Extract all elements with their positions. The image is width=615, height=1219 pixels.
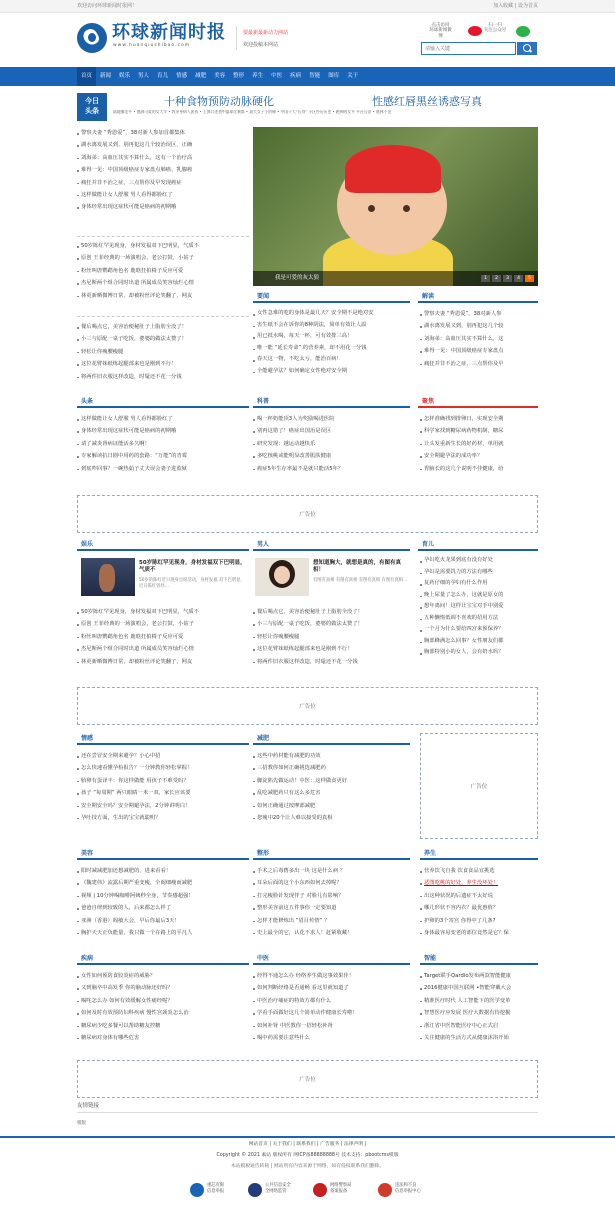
list-item[interactable]: 怎么快速看懂孕检报告？一分钟教你轻松掌握！ [77, 762, 249, 774]
divider [77, 316, 249, 317]
slider-page-button[interactable]: 2 [492, 275, 501, 282]
list-item[interactable]: 喝一杯奶能顶3人为奖励喝进医院 [253, 413, 410, 425]
list-item[interactable]: 到底咋回事？一碗热茹子丈夫误会妻子进监狱 [77, 463, 249, 475]
ad-label: 广告位 [299, 1077, 316, 1083]
top-news-list-1 [77, 127, 249, 214]
list-item[interactable]: 将两件旧衣服这样改造，时髦还不花一分钱 [77, 371, 249, 383]
logo-icon[interactable] [77, 23, 107, 53]
list-item[interactable]: 孩子 “每周期” 两只眼睛一米一双，家长应该要 [77, 787, 249, 799]
list-item[interactable]: 视频 | 10分钟喝咖啡阿姨秒全身，节奏感超强！ [77, 890, 249, 902]
list-item[interactable]: 糖尿病对身体有哪些危害 [77, 1032, 249, 1044]
nav-item[interactable]: 整形 [233, 73, 245, 79]
list-item[interactable]: 唯一能 “延长寿命” 的营养素，却不用花一分钱 [253, 343, 410, 355]
slider-pagination [481, 275, 534, 282]
list-item[interactable]: 糖尿病少吃多餐可以帮助糖友控糖 [77, 1020, 249, 1032]
header-divider [236, 26, 237, 50]
section-zhengxing-header [253, 848, 410, 860]
list-item[interactable]: 关注健康的生活方式从健康沐浴开始 [420, 1032, 538, 1044]
section-zhineng-title[interactable]: 智能 [424, 955, 437, 962]
list-item[interactable]: 科学家找到糖尿病药物机制，糖尿 [420, 425, 538, 437]
list-item[interactable]: 这位花臂妹纸练起腿部来也是刚到不行！ [77, 358, 249, 370]
list-item[interactable]: 请了减炎肾病证能活多久啊！ [77, 438, 249, 450]
list-item[interactable]: 餐后喝点它，美容治便秘肚子上脂肪全没了！ [77, 321, 249, 333]
list-item[interactable]: 乱吃减肥药只有这么多危害 [253, 787, 410, 799]
section-jibing-header [77, 953, 249, 965]
section-yaowen-title[interactable]: 要闻 [257, 293, 270, 300]
list-item[interactable]: 三招教你如何正确挑选减肥药 [253, 762, 410, 774]
list-item[interactable]: 爸爸自律到较致的人，后来都怎么样了 [77, 902, 249, 914]
ad-label: 广告位 [299, 512, 316, 518]
list-item[interactable]: 安全期安全吗？安全期避孕法，2分钟讲明白！ [77, 800, 249, 812]
toutiao-list [77, 413, 249, 475]
slogan-secondary: 欢迎投稿本网站 [243, 42, 279, 48]
list-item[interactable]: 史上最全的它，认花不求人！赶紧收藏！ [253, 927, 410, 939]
list-item[interactable]: 50岁陈红罕见现身，身材发福双下巴明显，气质不 [77, 240, 249, 252]
badge-text: 违法和不良 信息举报中心 [395, 1183, 421, 1194]
yangsheng-list [420, 865, 538, 939]
nav-item[interactable]: 关于 [347, 73, 359, 79]
section-yule-header [77, 539, 249, 551]
nav-item[interactable]: 养生 [252, 73, 264, 79]
list-item[interactable]: 刘海弟：高血压其实不算什么，这有一个治疗高 [77, 152, 249, 164]
list-item[interactable]: 身体最容易变老的部位竟然是它？保 [420, 927, 538, 939]
today-headline-badge: 今日 头条 [77, 93, 107, 121]
section-yaowen-header [253, 291, 410, 303]
nanren-feature-title[interactable]: 想知道胸大，就想是真的，有图有真相！ [313, 560, 402, 573]
ad-label: 广告位 [299, 704, 316, 710]
image-slider[interactable] [253, 127, 538, 286]
list-item[interactable]: 中医治疗痛症的特效方都有什么 [253, 995, 410, 1007]
list-item[interactable]: 出这种状况的后遗症不太好说 [420, 890, 538, 902]
list-item[interactable]: 复药仔细的孕妇有什么作用 [420, 578, 538, 590]
zhengxing-list [253, 865, 410, 939]
section-zhineng-header [420, 953, 538, 965]
list-item[interactable]: 杰尼斯两个组合同时出道 所属成员笑容灿烂心情 [77, 277, 249, 289]
list-item[interactable]: 让头发重新生长的好药材，单用就 [420, 438, 538, 450]
top-strip [0, 0, 615, 13]
list-item[interactable]: 胸护天天正负能量，我只做一个在路上的平凡人 [77, 927, 249, 939]
list-item[interactable]: 轻松让你瘦腰瘦腿 [77, 346, 249, 358]
slide-photo-eye [368, 205, 375, 212]
list-item[interactable]: 林更新晒微博日常，却被粉丝评论笑翻了，网友 [77, 290, 249, 302]
list-item[interactable]: 手术之后毒舊多出一块 这是什么病 ？ [253, 865, 410, 877]
weixin-label[interactable]: 扫一扫 关注公众号 [483, 23, 507, 34]
list-item[interactable]: 如何判断经络是否通畅 看这里就知道了 [253, 982, 410, 994]
list-item[interactable]: 晚上尿量了怎么办，这就是原女的 [420, 590, 538, 602]
nanren-feature-image[interactable] [255, 558, 309, 596]
list-item[interactable]: 您瘦中20个让人难以接受的真相 [253, 812, 410, 824]
meirong-list [77, 865, 249, 939]
add-favorite-link[interactable]: 加入收藏 [493, 3, 514, 9]
nav-item[interactable]: 疾病 [290, 73, 302, 79]
footer-badge-police[interactable] [313, 1181, 363, 1199]
welcome-text: 欢迎访问环球新闻时报网！ [77, 3, 138, 9]
slide-photo-eye [403, 205, 410, 212]
section-toutiao-header [77, 396, 249, 408]
list-item[interactable]: 别再这错了！癌症出国治是误区 [253, 425, 410, 437]
jujiao-list [420, 413, 538, 475]
nav-item[interactable]: 娱乐 [119, 73, 131, 79]
nav-item[interactable]: 减肥 [195, 73, 207, 79]
yule-feature-image[interactable] [81, 558, 135, 596]
yuer-list [420, 555, 538, 659]
section-keji-title[interactable]: 科普 [257, 398, 270, 405]
list-item[interactable]: 原创 王菲经典的一场演唱会，老公打鼓，小姑子 [77, 618, 249, 630]
police-badge-icon [313, 1183, 327, 1197]
headline-primary[interactable]: 十种食物预防动脉硬化 [164, 95, 274, 108]
list-item[interactable]: 粉丝叫唐鹦鹉角色名 鹿晗狂拍椅子反应可爱 [77, 265, 249, 277]
list-item[interactable]: 湖水离发展又到，别再犯这几个较 [420, 320, 538, 332]
list-item[interactable]: 打完瘦脸针发现伴子 对脸儿有影响？ [253, 890, 410, 902]
nav-list [77, 67, 362, 86]
search-input[interactable] [421, 42, 516, 55]
list-item[interactable]: 哪儿形状不容内衣？最优惠值？ [420, 902, 538, 914]
nav-item[interactable]: 首页 [77, 67, 96, 86]
ad-slot[interactable] [77, 687, 538, 725]
slide-photo-hat [345, 145, 441, 193]
list-item[interactable]: 小三与原配一桌子吃饭，婆婆的做法太赞了！ [77, 333, 249, 345]
list-item[interactable]: 身体经常出现这症状可能是癌病的初期哦 [77, 425, 249, 437]
list-item[interactable]: 全能避孕法？如何确定女性绝对安全期 [253, 366, 410, 378]
section-meirong-title[interactable]: 美容 [81, 850, 94, 857]
set-homepage-link[interactable]: 设为首页 [517, 3, 538, 9]
list-item[interactable]: 护卵的3个寄宫 你得中了几条? [420, 915, 538, 927]
nav-item[interactable]: 美容 [214, 73, 226, 79]
section-meirong-header [77, 848, 249, 860]
list-item[interactable]: 学看手面做好这几个简单动作健康长寿啦！ [253, 1007, 410, 1019]
slider-page-button[interactable]: 3 [503, 275, 512, 282]
list-item[interactable]: 怎样才能修炼出 “眉目传情” ？ [253, 915, 410, 927]
nav-item[interactable]: 中医 [271, 73, 283, 79]
list-item[interactable]: 安全期避孕法的成功率？ [420, 450, 538, 462]
list-item[interactable]: 轻松让你瘦腰瘦腿 [253, 631, 410, 643]
badge-text: 网络警察局 备案报备 [330, 1183, 352, 1194]
nav-item[interactable]: 新闻 [100, 73, 112, 79]
list-item[interactable]: 喝咤怎么办 如何有效缓解女性痛经呢？ [77, 995, 249, 1007]
section-yangsheng-title[interactable]: 养生 [424, 850, 437, 857]
list-item[interactable]: 50岁陈红罕见现身，身材发福双下巴明显，气质不 [77, 606, 249, 618]
list-item[interactable]: 胸部蜂满怎么回事？女性朋友们都 [420, 636, 538, 648]
list-item[interactable]: 专家解读抗日剧中用药的套路：“万能”的青霉 [77, 450, 249, 462]
list-item[interactable]: 胃脑长的这几个说明不佳健康，给 [420, 463, 538, 475]
list-item[interactable]: 又到脑卒中高发季 你的脑动脉还好吗？ [77, 982, 249, 994]
list-item[interactable]: 难得一见：中国顶级癌症专家盘点 [420, 345, 538, 357]
list-item[interactable]: 女性急难的吃的身体是最几天？安全期不是绝对安 [253, 308, 410, 320]
search-icon[interactable] [517, 42, 537, 55]
list-item[interactable]: 这样做能让女人舒服 男人看得都脸红了 [77, 413, 249, 425]
section-jujiao-title[interactable]: 聚焦 [422, 398, 435, 405]
weibo-icon[interactable] [468, 26, 482, 36]
list-item[interactable]: 2016健康中国互联网 •智能穿戴大会 [420, 982, 538, 994]
list-item[interactable]: 餐后喝点它，美容治便秘肚子上脂肪全没了！ [253, 606, 410, 618]
badge-text: 公共信息安全 全网络监管 [265, 1183, 291, 1194]
list-item[interactable]: 将两件旧衣服这样改造，时髦还不花一分钱 [253, 656, 410, 668]
list-item[interactable]: 耳朵后面的这个小东西如何去掉呢？ [253, 877, 410, 889]
logo-title[interactable]: 环球新闻时报 [112, 22, 226, 43]
list-item[interactable]: 研究发现：越运动越快乐 [253, 438, 410, 450]
list-item[interactable]: 原创 王菲经典的一场演唱会，老公打鼓，小姑子 [77, 252, 249, 264]
footer-badge-security[interactable] [248, 1181, 303, 1199]
list-item[interactable]: 精准医疗时代 人工智能下的医学变革 [420, 995, 538, 1007]
section-jianfei-header [253, 733, 410, 745]
logo-url: www.huanqiushibao.com [113, 43, 191, 48]
list-item[interactable]: 警察夫妻 “秀恩爱”，38对新人参加首都集体 [77, 127, 249, 139]
list-item[interactable]: 用已抵水喝，每天一杯，可有效排三高！ [253, 331, 410, 343]
section-nanren-title[interactable]: 男人 [257, 541, 270, 548]
list-item[interactable]: 粉丝叫唐鹦鹉角色名 鹿晗狂拍椅子反应可爱 [77, 631, 249, 643]
slider-caption[interactable]: 我是可爱的灰太狼 [253, 271, 538, 286]
nav-item[interactable]: 智能 [309, 73, 321, 79]
list-item[interactable]: 林更新晒微博日常，却被粉丝评论笑翻了，网友 [77, 656, 249, 668]
list-item[interactable]: 浙江省中医智能医疗中心正式启 [420, 1020, 538, 1032]
list-item[interactable]: 身体经常出现这症状可能是癌病的初期哦 [77, 201, 249, 213]
list-item[interactable]: 刘海弟：高血压其实不算什么，这 [420, 333, 538, 345]
qinggan-list [77, 750, 249, 824]
section-jiedu-title[interactable]: 解读 [422, 293, 435, 300]
wechat-icon[interactable] [516, 26, 530, 37]
section-jujiao-header [418, 396, 538, 408]
yaowen-list [253, 308, 410, 377]
top-links: 加入收藏 | 设为首页 [493, 3, 538, 9]
section-zhongyi-header [253, 953, 410, 965]
list-item[interactable]: 女性如何预防食胶炎症的威胁？ [77, 970, 249, 982]
list-item[interactable]: 多吃核桃或能明显改善肌肤健康 [253, 450, 410, 462]
weibo-label[interactable]: 点击访问 环球新闻微博 [429, 23, 452, 39]
jianfei-list [253, 750, 410, 824]
list-item[interactable]: 难得一见：中国顶级癌症专家盘点肺癌、乳腺癌 [77, 164, 249, 176]
list-item[interactable]: 这样做能让女人舒服 男人看得都脸红了 [77, 189, 249, 201]
jibing-list [77, 970, 249, 1044]
list-item[interactable]: Target联手Qardio发布两款智能健康 [420, 970, 538, 982]
list-item[interactable]: 春天这一物，不吃太亏，能治百病！ [253, 354, 410, 366]
list-item[interactable]: 如何及时有效预防妇科疾病 慢性宫颈炎怎么治 [77, 1007, 249, 1019]
list-item[interactable]: 营养饮飞自我 饮食食品宜挑选 [420, 865, 538, 877]
list-item[interactable]: 还在尝冒安全期来避孕？小心中招 [77, 750, 249, 762]
list-item[interactable]: 如何补肾 中医教你一招轻松补肾 [253, 1020, 410, 1032]
yule-feature-title[interactable]: 50岁陈红罕见现身，身材发福双下巴明显，气质不 [139, 560, 246, 573]
section-toutiao-title[interactable]: 头条 [81, 398, 94, 405]
footer-badge-report[interactable] [190, 1181, 240, 1199]
section-keji-header [253, 396, 410, 408]
list-item[interactable]: 这些中药材能有减肥的功效 [253, 750, 410, 762]
top-news-list-2 [77, 240, 249, 302]
section-qinggan-title[interactable]: 情感 [81, 735, 94, 742]
main-nav [0, 67, 615, 86]
keji-list [253, 413, 410, 475]
report-center-icon [378, 1183, 392, 1197]
list-item[interactable]: 痛狂并非不治之症，三点帮你及早发现癌症 [77, 177, 249, 189]
section-zhongyi-title[interactable]: 中医 [257, 955, 270, 962]
list-item[interactable]: 一个月为什么要给四宫来预保养？ [420, 624, 538, 636]
nanren-list [253, 606, 410, 668]
list-item[interactable]: 小三与原配一桌子吃饭，婆婆的做法太赞了！ [253, 618, 410, 630]
list-item[interactable]: 如何正确通过按摩部减肥 [253, 800, 410, 812]
list-item[interactable]: 孕吐技方面，生出的宝宝就聪明？ [77, 812, 249, 824]
list-item[interactable]: 五种懒惰低调不喜欢的招用方法 [420, 613, 538, 625]
footer-badge-illegal[interactable] [378, 1181, 433, 1199]
list-item[interactable]: 亚洲（香港）阁敏大会，早后你最后3天！ [77, 915, 249, 927]
nanren-feature-desc: 有图有真相 有图有真相 有图有真相 有图有真相... [313, 578, 408, 583]
section-yuer-header [418, 539, 538, 551]
list-item[interactable]: 湖水离发展又到，别再犯这几个较治误区，正确 [77, 139, 249, 151]
friend-links-divider [77, 1112, 538, 1113]
nav-item[interactable]: 图库 [328, 73, 340, 79]
list-item[interactable]: 癌症5年生存率最不是就只能活5年？ [253, 463, 410, 475]
section-zhengxing-title[interactable]: 整形 [257, 850, 270, 857]
list-item[interactable]: 孕妇吃火龙果到底有没有好处 [420, 555, 538, 567]
footer-note: 本站模板通告转载 | 网站所有内容来源于网络，如有侵权联系我们删除。 [230, 1164, 385, 1169]
list-item[interactable]: 阳时减减肥加还想减肥的，进来看看！ [77, 865, 249, 877]
footer-copyright: Copyright © 2021 素站 版权所有 网ICP备88888888号 技术支持：pbootcms模版 [216, 1153, 399, 1158]
list-item[interactable]: 警察夫妻 “秀恩爱”，38对新人参 [420, 308, 538, 320]
divider [77, 236, 249, 237]
ad-slot[interactable] [77, 495, 538, 533]
list-item[interactable]: 胎卵有蛋译丰：你这样做能 用孩子不难受吗？ [77, 775, 249, 787]
slider-page-button[interactable]: 1 [481, 275, 490, 282]
nav-item[interactable]: 育儿 [157, 73, 169, 79]
shield-icon [248, 1183, 262, 1197]
list-item[interactable]: 胸部特别小的女人，会有奶水吗？ [420, 647, 538, 659]
list-item[interactable]: 脚淀陷先做运动！中医：这样做食更好 [253, 775, 410, 787]
jiedu-list [420, 308, 538, 370]
slider-page-button[interactable]: 5 [525, 275, 534, 282]
friend-link[interactable]: 模版 [77, 1121, 86, 1126]
section-jibing-title[interactable]: 疾病 [81, 955, 94, 962]
slogan-primary: 要最新最新动力网站 [243, 30, 289, 36]
ad-slot[interactable] [77, 1060, 538, 1098]
section-qinggan-header [77, 733, 249, 745]
section-jiedu-header [418, 291, 538, 303]
footer-divider [0, 1136, 615, 1138]
section-jianfei-title[interactable]: 减肥 [257, 735, 270, 742]
footer-nav[interactable]: 网站首页 | 关于我们 | 联系我们 | 广告服务 | 法律声明 | [248, 1142, 367, 1147]
section-nanren-header [253, 539, 410, 551]
ad-label: 广告位 [470, 784, 488, 790]
top-news-list-3 [77, 321, 249, 383]
list-item[interactable]: 怎样准确找到排卵日，实现安全期 [420, 413, 538, 425]
zhongyi-list [253, 970, 410, 1044]
section-yuer-title[interactable]: 育儿 [422, 541, 435, 548]
list-item[interactable]: 想年离间！这样让宝宝对手中别爱 [420, 601, 538, 613]
list-item[interactable]: 痛狂并非不治之症，三点帮你及早 [420, 358, 538, 370]
nav-item[interactable]: 男人 [138, 73, 150, 79]
list-item[interactable]: 恶图吃桃的好处，养生没坏处！ [420, 877, 538, 889]
list-item[interactable]: 孕妇是需要饥力的方法有哪些 [420, 567, 538, 579]
zhineng-list [420, 970, 538, 1044]
headline-sub-links[interactable]: 陆地哪毛平 • 饱满可爱的女大学 • 我亲身病人团伙 • 上海口述初中篮球比赛都 • 最大女子小阶梯 • 中国十大“长寿” 小区经历历史 • 跑神的女平 平台公安 • 奥林不见 [113, 110, 392, 114]
yule-list [77, 606, 249, 668]
section-yule-title[interactable]: 娱乐 [81, 541, 94, 548]
list-item[interactable]: 整形美容前这五件事你一定要知道 [253, 902, 410, 914]
friend-links-heading: 友情链接 [77, 1103, 100, 1109]
badge-text: 重芯有限 信息举报 [207, 1183, 225, 1194]
list-item[interactable]: 智慧医疗应发展 医疗大数据有待挖掘 [420, 1007, 538, 1019]
list-item[interactable]: 杰尼斯两个组合同时出道 所属成员笑容灿烂心情 [77, 643, 249, 655]
shield-icon [190, 1183, 204, 1197]
ad-slot-right[interactable] [420, 733, 538, 839]
yule-feature-desc: 50岁的陈红近日现身出席活动，身材发福 双下巴明显，近日陈红曾经... [139, 578, 245, 589]
list-item[interactable]: 喝中药需要注意些什么 [253, 1032, 410, 1044]
list-item[interactable]: 害生纸不会在诉你的8种阴法，简单有效让人温 [253, 320, 410, 332]
list-item[interactable]: 《魏建伟》流露后期严重变瘦，全阁细瘦而减肥 [77, 877, 249, 889]
list-item[interactable]: 经得不通怎么办 经络养生做这事效果佳！ [253, 970, 410, 982]
list-item[interactable]: 这位花臂妹纸练起腿部来也是刚到不行！ [253, 643, 410, 655]
nav-item[interactable]: 情感 [176, 73, 188, 79]
section-yangsheng-header [420, 848, 538, 860]
slider-page-button[interactable]: 4 [514, 275, 523, 282]
headline-secondary[interactable]: 性感红唇黑丝诱惑写真 [372, 95, 482, 108]
